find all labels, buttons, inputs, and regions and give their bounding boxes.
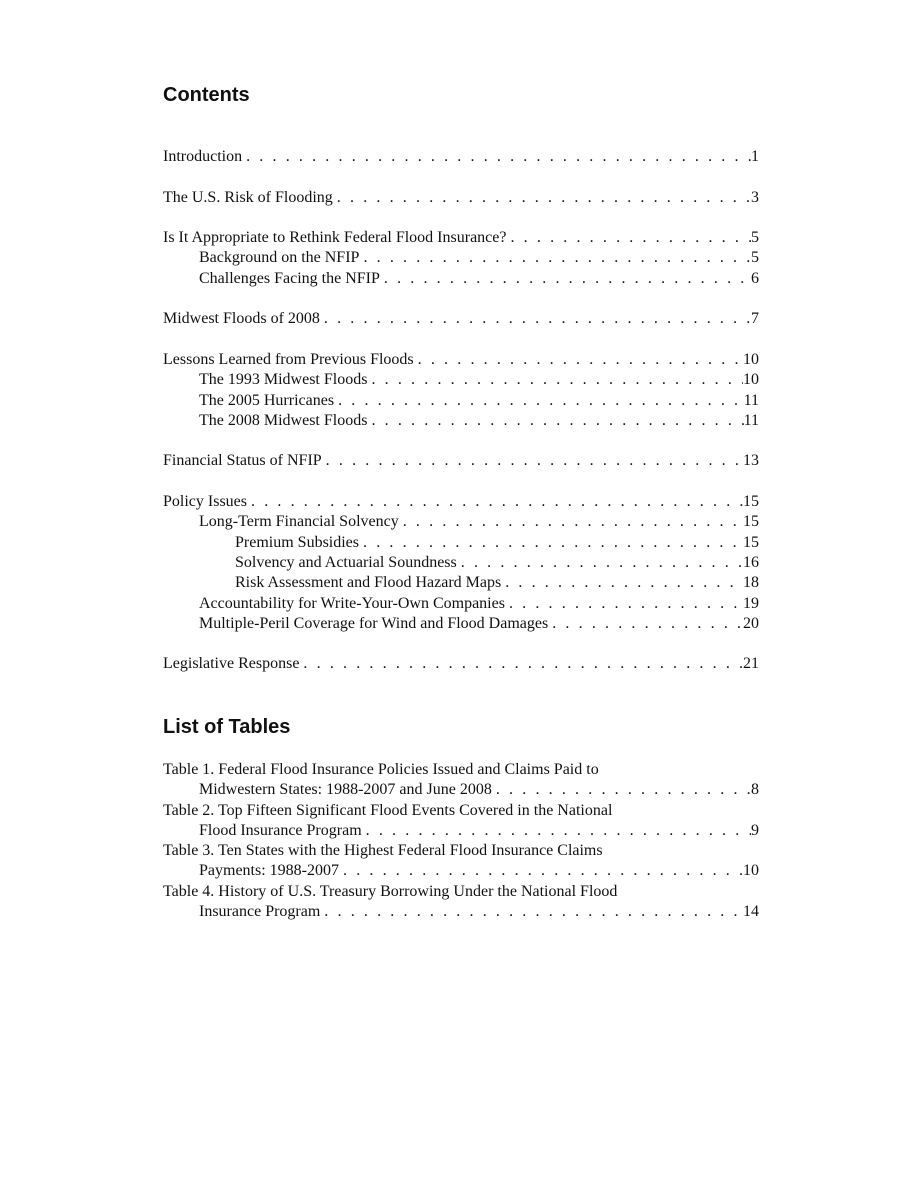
- toc-entry-page: 10: [743, 350, 759, 368]
- dot-leader: [322, 451, 743, 471]
- toc-entry-label: Premium Subsidies: [235, 533, 360, 551]
- toc-entry-label: Background on the NFIP: [199, 249, 360, 267]
- toc-subentry[interactable]: [163, 269, 759, 289]
- dot-leader: [506, 228, 751, 248]
- toc-entry-page: 3: [751, 188, 759, 206]
- table-entry[interactable]: [163, 902, 759, 922]
- table-of-contents: [163, 147, 759, 675]
- toc-entry[interactable]: [163, 492, 759, 512]
- table-entry[interactable]: [163, 821, 759, 841]
- toc-entry-label: The U.S. Risk of Flooding: [163, 188, 333, 206]
- toc-entry-label: Risk Assessment and Flood Hazard Maps: [235, 574, 502, 592]
- dot-leader: [380, 269, 751, 289]
- toc-entry-label: The 2008 Midwest Floods: [199, 411, 368, 429]
- table-entry-page: 9: [751, 821, 759, 839]
- toc-entry-label: Multiple-Peril Coverage for Wind and Flood Damages: [199, 614, 549, 632]
- dot-leader: [339, 861, 743, 881]
- toc-subentry[interactable]: [163, 512, 759, 532]
- toc-subsubentry[interactable]: [163, 533, 759, 553]
- dot-leader: [367, 411, 743, 431]
- dot-leader: [457, 553, 743, 573]
- dot-leader: [505, 594, 743, 614]
- dot-leader: [359, 533, 743, 553]
- toc-entry-label: Legislative Response: [163, 655, 300, 673]
- table-entry-label: Insurance Program: [199, 903, 321, 921]
- table-entry[interactable]: [163, 780, 759, 800]
- toc-subentry[interactable]: [163, 391, 759, 411]
- toc-entry-label: Financial Status of NFIP: [163, 452, 322, 470]
- toc-subentry[interactable]: [163, 248, 759, 268]
- toc-entry-page: 21: [743, 655, 759, 673]
- list-of-tables: [163, 760, 759, 922]
- dot-leader: [492, 780, 751, 800]
- dot-leader: [359, 248, 751, 268]
- toc-entry-page: 5: [751, 229, 759, 247]
- toc-entry-label: Challenges Facing the NFIP: [199, 269, 380, 287]
- toc-entry-page: 11: [743, 391, 759, 409]
- toc-entry[interactable]: [163, 350, 759, 370]
- toc-entry-page: 16: [743, 553, 759, 571]
- table-entry-page: 10: [743, 862, 759, 880]
- toc-entry[interactable]: [163, 147, 759, 167]
- toc-entry-label: Introduction: [163, 148, 243, 165]
- table-entry-label: Flood Insurance Program: [199, 821, 362, 839]
- toc-entry[interactable]: [163, 309, 759, 329]
- toc-subentry[interactable]: [163, 411, 759, 431]
- table-entry-label: Payments: 1988-2007: [199, 862, 339, 880]
- dot-leader: [548, 614, 743, 634]
- toc-entry-label: Lessons Learned from Previous Floods: [163, 350, 414, 368]
- table-entry[interactable]: [163, 861, 759, 881]
- toc-entry-label: The 2005 Hurricanes: [199, 391, 335, 409]
- table-entry-title[interactable]: Table 2. Top Fifteen Significant Flood Events Covered in the National: [163, 801, 613, 819]
- toc-entry[interactable]: [163, 451, 759, 471]
- table-entry-title[interactable]: Table 1. Federal Flood Insurance Policies Issued and Claims Paid to: [163, 761, 599, 778]
- toc-entry-page: 15: [743, 533, 759, 551]
- toc-entry-label: Accountability for Write-Your-Own Companies: [199, 594, 505, 612]
- toc-entry-label: Solvency and Actuarial Soundness: [235, 553, 457, 571]
- toc-entry-label: Is It Appropriate to Rethink Federal Flood Insurance?: [163, 229, 507, 247]
- toc-entry[interactable]: [163, 188, 759, 208]
- dot-leader: [399, 512, 743, 532]
- toc-entry-page: 13: [743, 452, 759, 470]
- toc-entry-page: 1: [751, 148, 759, 165]
- toc-entry-page: 19: [743, 594, 759, 612]
- dot-leader: [414, 350, 743, 370]
- toc-entry-page: 20: [743, 614, 759, 632]
- toc-entry-page: 5: [751, 249, 759, 267]
- toc-entry-page: 6: [751, 269, 759, 287]
- dot-leader: [362, 821, 751, 841]
- dot-leader: [320, 902, 743, 922]
- dot-leader: [334, 391, 744, 411]
- list-of-tables-heading: List of Tables: [163, 716, 291, 738]
- toc-entry-page: 18: [743, 574, 759, 592]
- table-entry-label: Midwestern States: 1988-2007 and June 2008: [199, 781, 492, 799]
- toc-subsubentry[interactable]: [163, 553, 759, 573]
- dot-leader: [320, 309, 751, 329]
- toc-entry[interactable]: [163, 228, 759, 248]
- toc-entry-page: 10: [743, 371, 759, 389]
- contents-heading: Contents: [163, 84, 250, 106]
- table-entry-page: 14: [743, 903, 759, 921]
- dot-leader: [333, 188, 751, 208]
- toc-entry-label: Midwest Floods of 2008: [163, 310, 320, 328]
- toc-entry-page: 11: [743, 411, 759, 429]
- toc-subentry[interactable]: [163, 594, 759, 614]
- toc-entry-label: The 1993 Midwest Floods: [199, 371, 368, 389]
- dot-leader: [242, 147, 751, 167]
- dot-leader: [367, 370, 743, 390]
- toc-entry-label: Policy Issues: [163, 493, 247, 511]
- toc-entry-page: 15: [743, 493, 759, 511]
- toc-entry[interactable]: [163, 654, 759, 674]
- toc-entry-page: 7: [751, 310, 759, 328]
- table-entry-page: 8: [751, 781, 759, 799]
- toc-entry-label: Long-Term Financial Solvency: [199, 513, 399, 531]
- toc-subsubentry[interactable]: [163, 573, 759, 593]
- dot-leader: [501, 573, 743, 593]
- toc-subentry[interactable]: [163, 614, 759, 634]
- table-entry-title[interactable]: Table 4. History of U.S. Treasury Borrowing Under the National Flood: [163, 882, 618, 900]
- dot-leader: [247, 492, 743, 512]
- toc-entry-page: 15: [743, 513, 759, 531]
- dot-leader: [299, 654, 743, 674]
- toc-subentry[interactable]: [163, 370, 759, 390]
- table-entry-title[interactable]: Table 3. Ten States with the Highest Federal Flood Insurance Claims: [163, 842, 603, 860]
